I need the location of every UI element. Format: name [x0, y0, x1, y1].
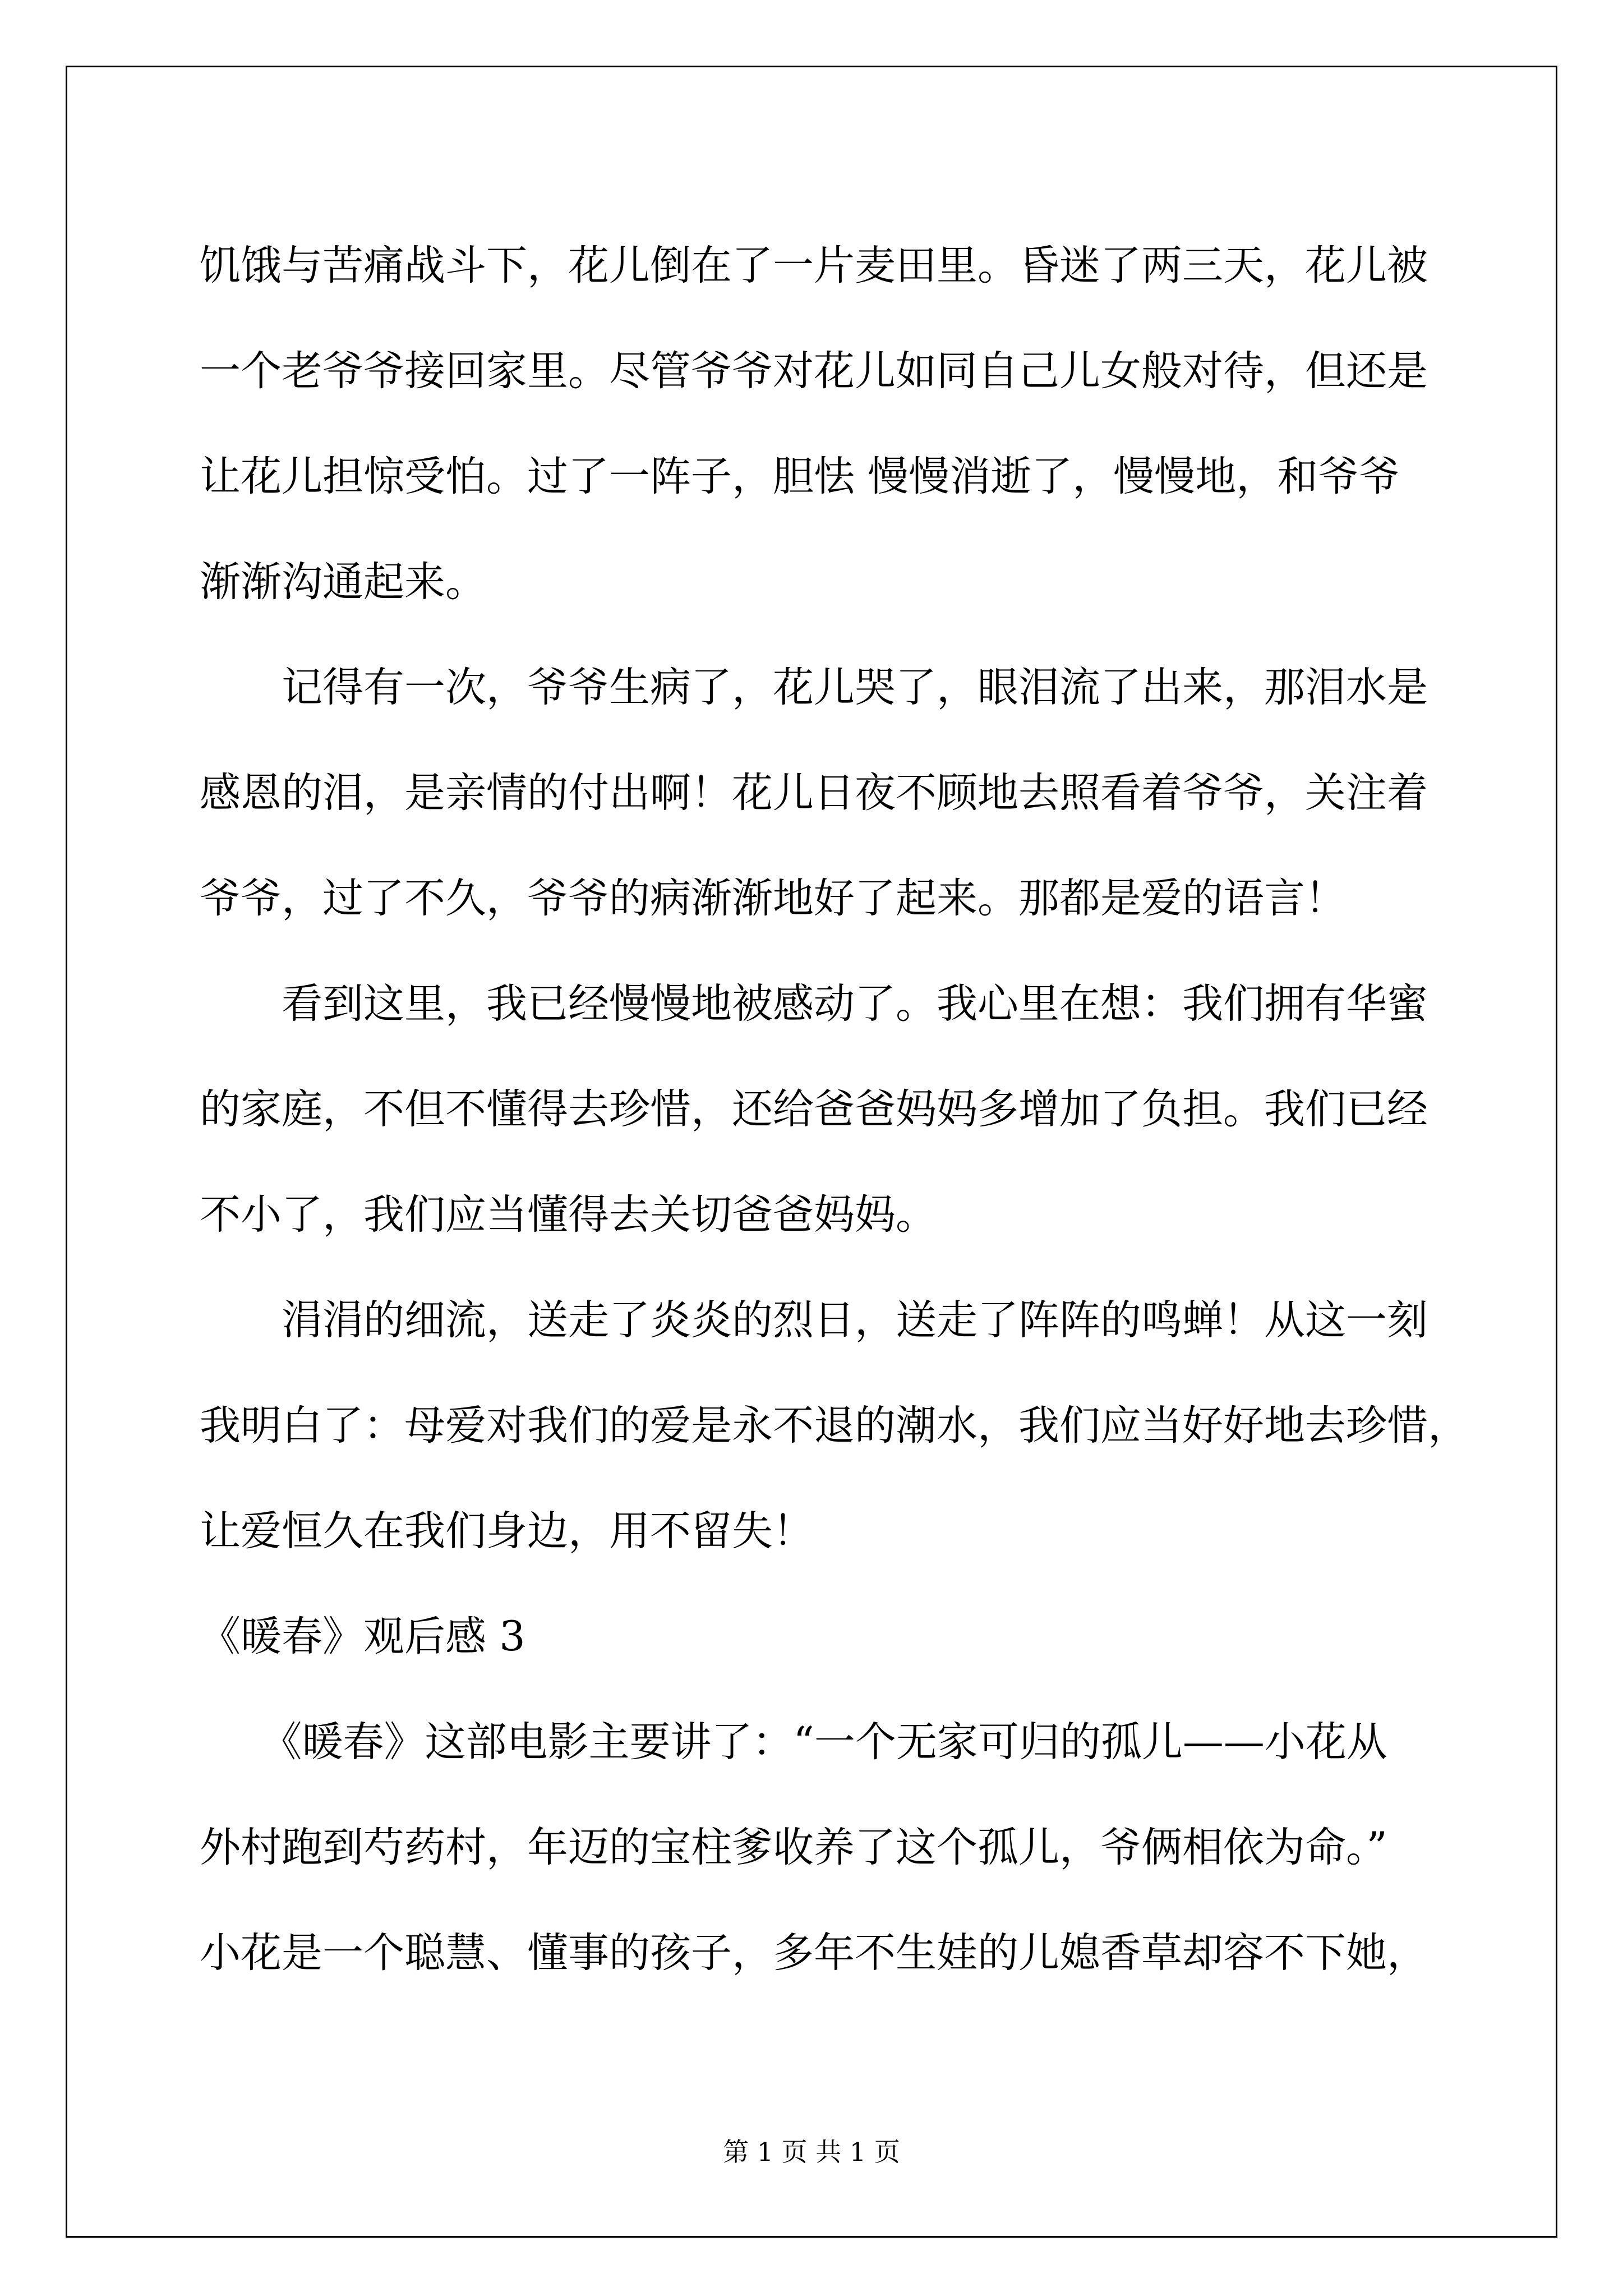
text-line: 看到这里，我已经慢慢地被感动了。我心里在想：我们拥有华蜜 [200, 980, 1428, 1028]
text-line: 感恩的泪，是亲情的付出啊！花儿日夜不顾地去照看着爷爷，关注着 [200, 769, 1428, 817]
text-line: 让花儿担惊受怕。过了一阵子，胆怯 慢慢消逝了，慢慢地，和爷爷 [200, 453, 1400, 500]
section-heading: 《暖春》观后感 3 [200, 1613, 525, 1660]
text-line: 不小了，我们应当懂得去关切爸爸妈妈。 [200, 1191, 937, 1239]
text-line: 渐渐沟通起来。 [200, 558, 486, 606]
text-line: 的家庭，不但不懂得去珍惜，还给爸爸妈妈多增加了负担。我们已经 [200, 1085, 1428, 1133]
text-line: 一个老爷爷接回家里。尽管爷爷对花儿如同自己儿女般对待，但还是 [200, 347, 1428, 395]
document-body [200, 213, 1467, 2006]
text-line: 《暖春》这部电影主要讲了：“一个无家可归的孤儿——小花从 [200, 1718, 1387, 1766]
text-line: 爷爷，过了不久，爷爷的病渐渐地好了起来。那都是爱的语言！ [200, 875, 1346, 922]
text-line: 小花是一个聪慧、懂事的孩子，多年不生娃的儿媳香草却容不下她， [200, 1929, 1428, 1977]
text-line: 我明白了：母爱对我们的爱是永不退的潮水，我们应当好好地去珍惜， [200, 1402, 1469, 1450]
text-line: 涓涓的细流，送走了炎炎的烈日，送走了阵阵的鸣蝉！从这一刻 [200, 1296, 1428, 1344]
text-line: 记得有一次，爷爷生病了，花儿哭了，眼泪流了出来，那泪水是 [200, 664, 1428, 711]
text-line: 让爱恒久在我们身边，用不留失！ [200, 1507, 814, 1555]
text-line: 外村跑到芍药村，年迈的宝柱爹收养了这个孤儿，爷俩相依为命。” [200, 1824, 1387, 1871]
page-footer: 第 1 页 共 1 页 [723, 2137, 900, 2167]
text-line: 饥饿与苦痛战斗下，花儿倒在了一片麦田里。昏迷了两三天，花儿被 [200, 242, 1428, 289]
